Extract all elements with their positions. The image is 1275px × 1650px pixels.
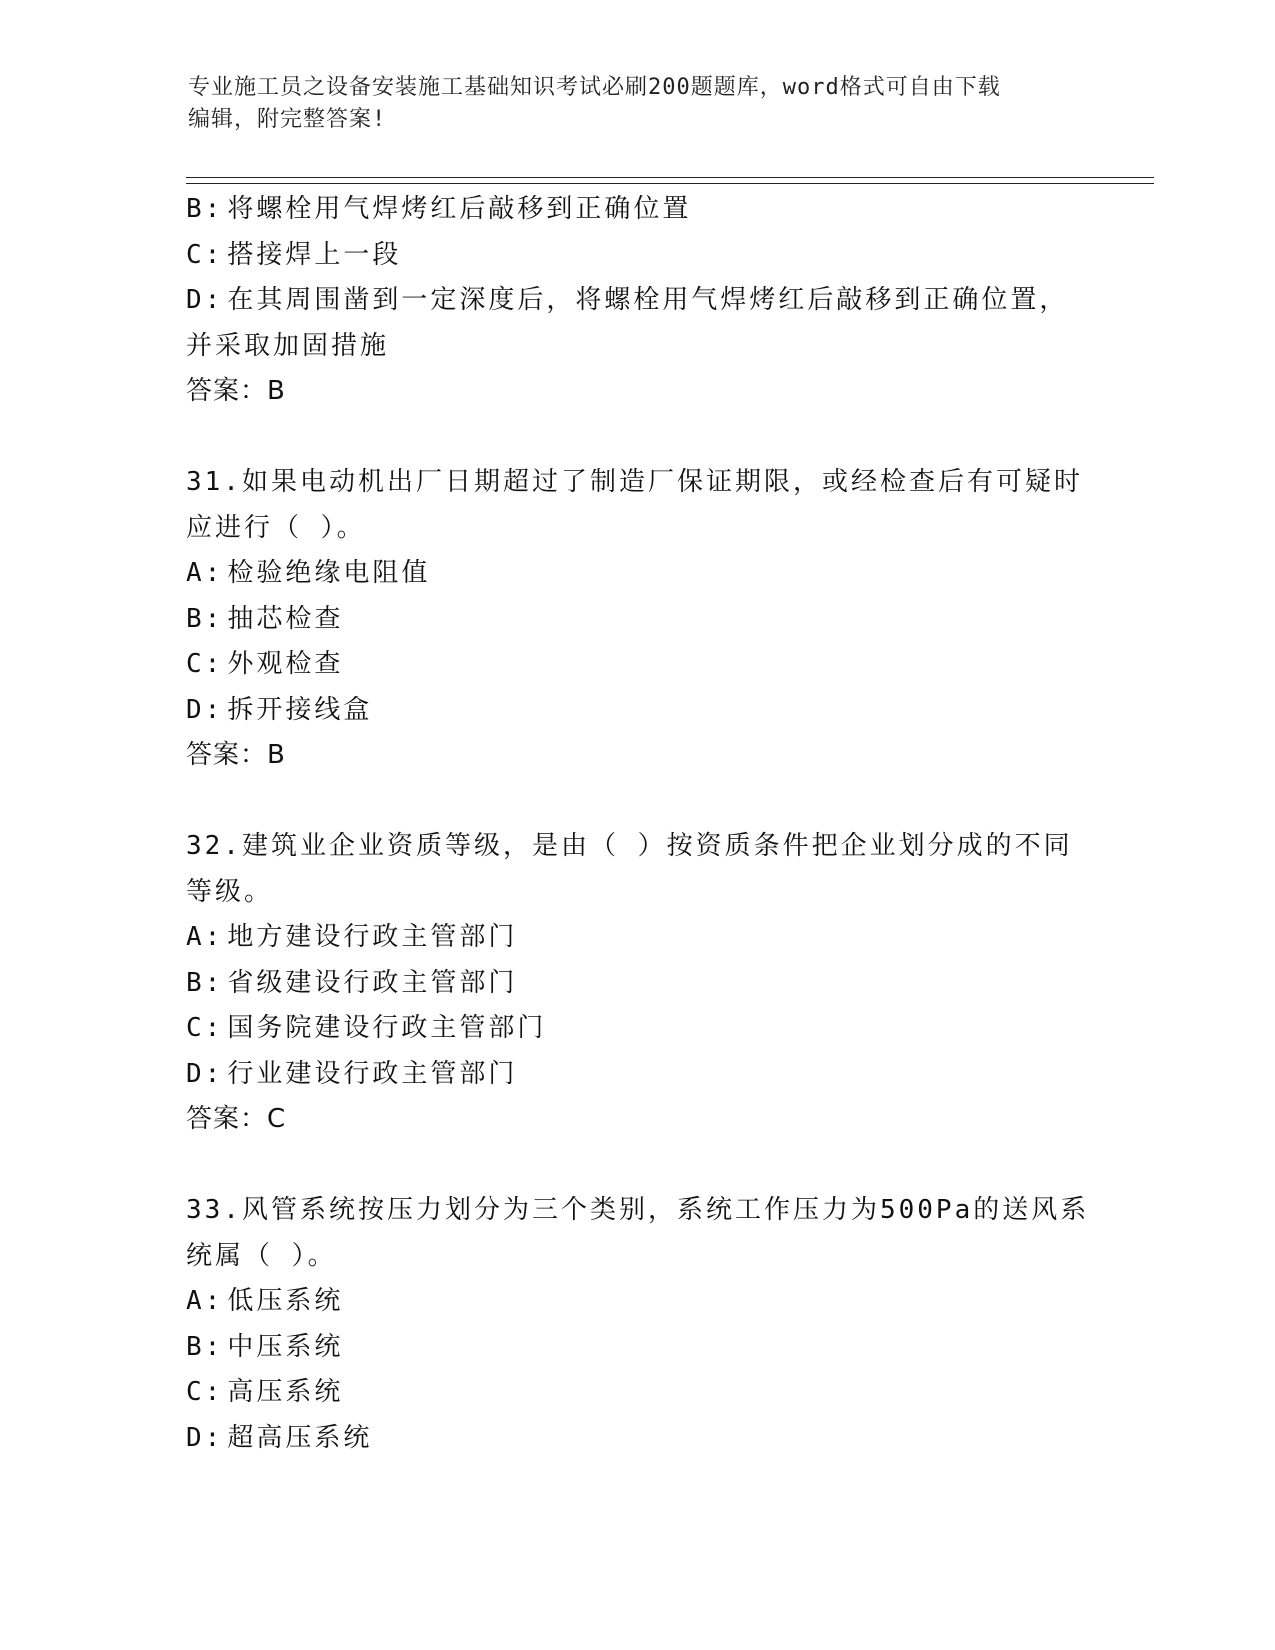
option-b: B: 将螺栓用气焊烤红后敲移到正确位置: [186, 194, 692, 224]
spacer: [186, 415, 1086, 461]
question-stem-continuation: 应进行（ ）。: [186, 512, 366, 543]
answer: 答案：B: [186, 376, 286, 406]
question-31: [186, 460, 1086, 779]
header-divider: [186, 177, 1154, 184]
option-d: D: 在其周围凿到一定深度后，将螺栓用气焊烤红后敲移到正确位置，: [186, 285, 1069, 315]
option-c: C: 国务院建设行政主管部门: [186, 1013, 547, 1043]
option-a: A: 检验绝缘电阻值: [186, 558, 431, 588]
question-33: [186, 1188, 1090, 1461]
header-title-line-2: 编辑，附完整答案!: [188, 107, 387, 132]
spacer: [186, 1143, 1086, 1189]
header-title-line-1: 专业施工员之设备安装施工基础知识考试必刷200题题库，word格式可自由下载: [188, 75, 1001, 100]
option-d: D: 拆开接线盒: [186, 694, 373, 725]
option-c: C: 高压系统: [186, 1377, 344, 1407]
question-32: [186, 824, 1086, 1143]
question-stem-continuation: 统属（ ）。: [186, 1240, 337, 1271]
option-b: B: 省级建设行政主管部门: [186, 967, 518, 998]
question-stem-continuation: 等级。: [186, 876, 274, 907]
option-c: C: 搭接焊上一段: [186, 239, 402, 270]
option-d: D: 行业建设行政主管部门: [186, 1058, 518, 1089]
answer: 答案：B: [186, 740, 286, 770]
option-d-continuation: 并采取加固措施: [186, 330, 390, 361]
option-d: D: 超高压系统: [186, 1422, 373, 1453]
answer: 答案：C: [186, 1104, 287, 1134]
option-a: A: 地方建设行政主管部门: [186, 922, 518, 952]
option-b: B: 抽芯检查: [186, 603, 344, 634]
document-header: [188, 72, 1068, 136]
question-30-continued: [186, 187, 1086, 415]
option-b: B: 中压系统: [186, 1331, 344, 1362]
question-stem: 33.风管系统按压力划分为三个类别，系统工作压力为500Pa的送风系: [186, 1195, 1090, 1225]
spacer: [186, 779, 1086, 825]
question-content: [186, 187, 1090, 1461]
option-a: A: 低压系统: [186, 1286, 344, 1316]
question-stem: 31.如果电动机出厂日期超过了制造厂保证期限，或经检查后有可疑时: [186, 467, 1083, 497]
option-c: C: 外观检查: [186, 649, 344, 679]
question-stem: 32.建筑业企业资质等级，是由（ ）按资质条件把企业划分成的不同: [186, 831, 1073, 861]
